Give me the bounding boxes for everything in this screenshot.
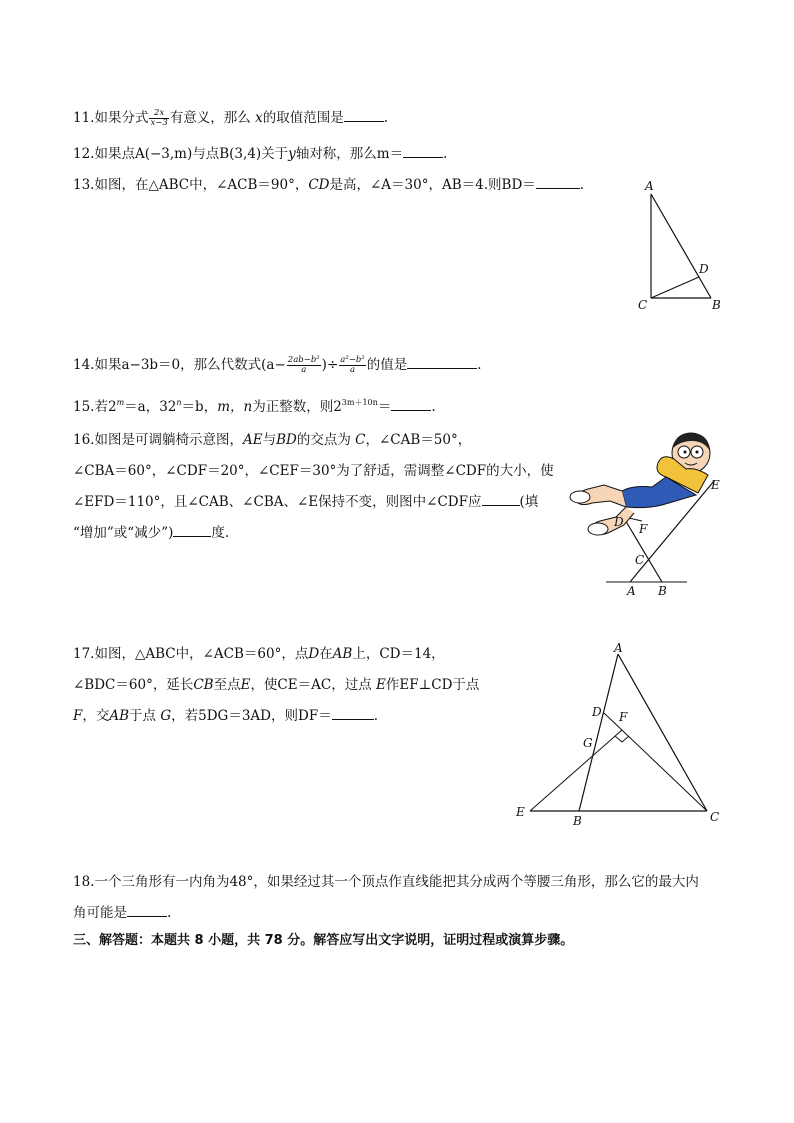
answer-blank[interactable] xyxy=(391,398,431,411)
label-C: C xyxy=(638,298,648,312)
question-17: 17.如图，△ABC中，∠ACB＝60°，点D在AB上，CD＝14， ∠BDC＝60°，延长CB至点E，使CE＝AC，过点 E作EF⊥CD于点 F，交AB于点 G，若5DG＝3AD，则DF＝ . xyxy=(73,646,480,724)
label-F: F xyxy=(639,522,648,536)
answer-blank[interactable] xyxy=(536,176,580,189)
question-12: 12.如果点A(−3,m)与点B(3,4)关于y轴对称，那么m＝ . xyxy=(73,146,448,162)
label-D: D xyxy=(614,515,624,529)
label-D: D xyxy=(592,705,602,719)
question-11: 11.如果分式 $\frac{2x}{x-3}$ 有意义，那么 x的取值范围是 . xyxy=(73,108,389,128)
section-3-heading: 三、解答题：本题共 8 小题，共 78 分。解答应写出文字说明，证明过程或演算步骤。 xyxy=(73,933,574,948)
fraction: $\frac{2x}{x-3}$ xyxy=(150,108,168,128)
label-B: B xyxy=(712,298,721,312)
label-C: C xyxy=(635,553,645,567)
character-illustration xyxy=(570,433,710,535)
label-G: G xyxy=(583,736,593,750)
answer-blank[interactable] xyxy=(403,145,443,158)
answer-blank[interactable] xyxy=(344,109,384,122)
label-A: A xyxy=(645,179,654,193)
fraction: $\frac{\text{2ab−b²}}{a}$ xyxy=(287,355,320,375)
answer-blank[interactable] xyxy=(482,493,520,506)
question-13: 13.如图，在△ABC中，∠ACB＝90°，CD是高，∠A＝30°，AB＝4.则BD＝ . xyxy=(73,177,585,193)
fraction: $\frac{\text{a²−b²}}{a}$ xyxy=(340,355,365,375)
figure-16-recliner xyxy=(566,425,726,600)
answer-blank[interactable] xyxy=(332,707,374,720)
question-15: 15.若$2^m=a$，$32^n=b$，m，n为正整数，则$2^{3m+10n}=$ . xyxy=(73,398,436,415)
figure-13-triangle xyxy=(630,175,730,315)
label-F: F xyxy=(619,710,628,724)
label-B: B xyxy=(573,814,582,828)
answer-blank[interactable] xyxy=(407,356,477,369)
answer-blank[interactable] xyxy=(127,904,167,917)
label-E: E xyxy=(711,478,720,492)
question-14: 14.如果a−3b＝0，那么代数式(a− $\frac{\text{2ab−b²}}{a}$ )÷ $\frac{\text{a²−b²}}{a}$ 的值是 . xyxy=(73,355,482,375)
figure-17-triangle xyxy=(510,636,730,831)
label-D: D xyxy=(699,262,709,276)
label-E: E xyxy=(516,805,525,819)
answer-blank[interactable] xyxy=(173,524,211,537)
label-A: A xyxy=(627,584,636,598)
label-C: C xyxy=(710,810,720,824)
question-18: 18.一个三角形有一内角为48°，如果经过其一个顶点作直线能把其分成两个等腰三角形，那么它的最大内 角可能是 . xyxy=(73,874,699,921)
question-16: 16.如图是可调躺椅示意图，AE与BD的交点为 C，∠CAB＝50°， ∠CBA＝60°，∠CDF＝20°，∠CEF＝30°为了舒适，需调整∠CDF的大小，使 ∠EFD＝110°，且∠CAB、∠CBA、∠E保持不变，则图中∠CDF应 (填 “增加”或“减少”) 度. xyxy=(73,432,554,541)
label-A: A xyxy=(614,641,623,655)
label-B: B xyxy=(658,584,667,598)
